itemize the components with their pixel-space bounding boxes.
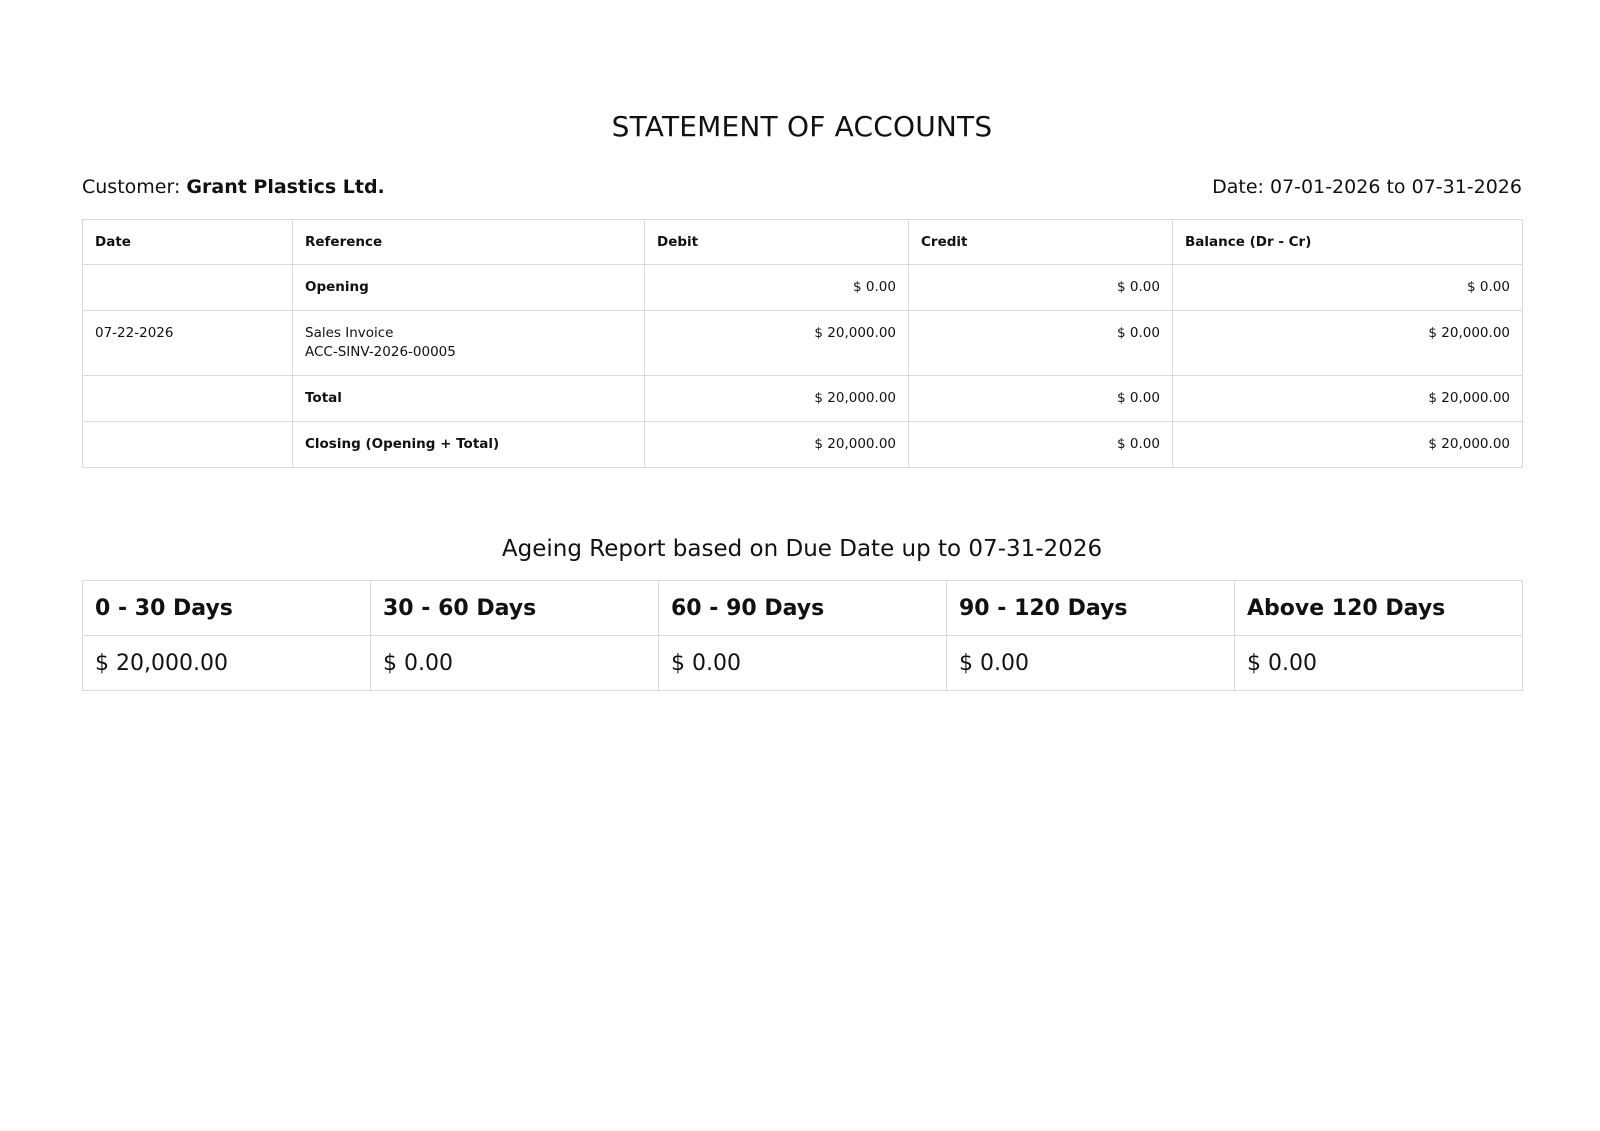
ageing-report-title: Ageing Report based on Due Date up to 07-31-2026 xyxy=(501,536,1103,562)
cell-debit: $ 20,000.00 xyxy=(645,422,909,468)
cell-debit: $ 20,000.00 xyxy=(645,311,909,376)
cell-credit: $ 0.00 xyxy=(909,311,1173,376)
ledger-table xyxy=(82,219,1523,468)
statement-meta xyxy=(82,176,1522,198)
ledger-header-row xyxy=(83,220,1523,265)
ageing-header-60-90: 60 - 90 Days xyxy=(659,581,947,636)
cell-reference: Opening xyxy=(293,265,645,311)
column-header-date: Date xyxy=(83,220,293,265)
ageing-value-0-30: $ 20,000.00 xyxy=(83,636,371,691)
table-row-opening xyxy=(83,265,1523,311)
column-header-balance: Balance (Dr - Cr) xyxy=(1173,220,1523,265)
ageing-value-90-120: $ 0.00 xyxy=(947,636,1235,691)
cell-date xyxy=(83,265,293,311)
table-row-total xyxy=(83,376,1523,422)
ageing-header-above-120: Above 120 Days xyxy=(1235,581,1523,636)
cell-balance: $ 20,000.00 xyxy=(1173,311,1523,376)
cell-credit: $ 0.00 xyxy=(909,376,1173,422)
table-row-invoice xyxy=(83,311,1523,376)
cell-reference: Closing (Opening + Total) xyxy=(293,422,645,468)
ageing-header-30-60: 30 - 60 Days xyxy=(371,581,659,636)
ageing-header-row xyxy=(83,581,1523,636)
cell-balance: $ 20,000.00 xyxy=(1173,422,1523,468)
ageing-value-60-90: $ 0.00 xyxy=(659,636,947,691)
column-header-credit: Credit xyxy=(909,220,1173,265)
cell-balance: $ 20,000.00 xyxy=(1173,376,1523,422)
column-header-reference: Reference xyxy=(293,220,645,265)
reference-number: ACC-SINV-2026-00005 xyxy=(305,344,456,360)
reference-type: Sales Invoice xyxy=(305,325,394,341)
ageing-header-90-120: 90 - 120 Days xyxy=(947,581,1235,636)
cell-credit: $ 0.00 xyxy=(909,265,1173,311)
table-row-closing xyxy=(83,422,1523,468)
cell-reference xyxy=(293,311,645,376)
cell-date xyxy=(83,422,293,468)
page-title: STATEMENT OF ACCOUNTS xyxy=(611,110,993,143)
ageing-header-0-30: 0 - 30 Days xyxy=(83,581,371,636)
ageing-value-row xyxy=(83,636,1523,691)
cell-debit: $ 20,000.00 xyxy=(645,376,909,422)
date-range: Date: 07-01-2026 to 07-31-2026 xyxy=(1212,176,1522,198)
cell-balance: $ 0.00 xyxy=(1173,265,1523,311)
cell-debit: $ 0.00 xyxy=(645,265,909,311)
customer-label: Customer: xyxy=(82,176,187,198)
customer-info xyxy=(82,176,385,198)
column-header-debit: Debit xyxy=(645,220,909,265)
cell-date: 07-22-2026 xyxy=(83,311,293,376)
cell-date xyxy=(83,376,293,422)
cell-credit: $ 0.00 xyxy=(909,422,1173,468)
ageing-value-above-120: $ 0.00 xyxy=(1235,636,1523,691)
ageing-table xyxy=(82,580,1523,691)
ageing-value-30-60: $ 0.00 xyxy=(371,636,659,691)
cell-reference: Total xyxy=(293,376,645,422)
customer-name: Grant Plastics Ltd. xyxy=(186,176,385,198)
